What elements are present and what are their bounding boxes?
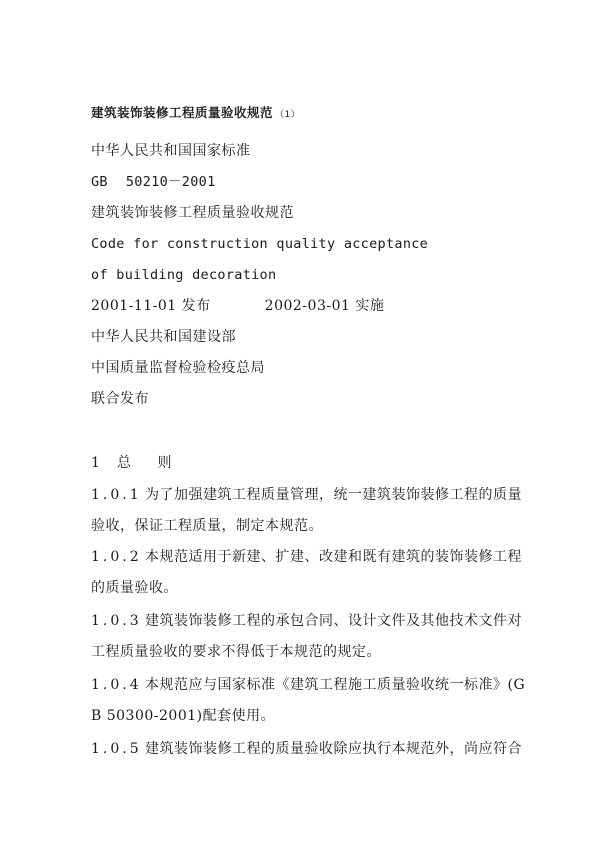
clause-number: 1.0.4 <box>91 677 142 693</box>
dates-line <box>91 297 384 315</box>
clause-line <box>91 676 525 694</box>
clause-text: 本规范应与国家标准《建筑工程施工质量验收统一标准》(G <box>145 677 526 693</box>
title-english-line-2: of building decoration <box>91 267 277 283</box>
joint-issue-label: 联合发布 <box>91 391 149 407</box>
standard-number <box>91 173 216 191</box>
clause-number: 1.0.5 <box>91 741 142 757</box>
clause-line: 的质量验收。 <box>91 580 178 596</box>
clause-line: 工程质量验收的要求不得低于本规范的规定。 <box>91 644 381 660</box>
clause-line: B 50300-2001)配套使用。 <box>91 708 276 724</box>
issuer-ministry: 中华人民共和国建设部 <box>91 329 236 345</box>
gb-prefix: GB <box>91 174 108 190</box>
clause-number: 1.0.1 <box>91 487 142 503</box>
clause-text: 建筑装饰装修工程的质量验收除应执行本规范外，尚应符合 <box>145 741 522 757</box>
clause-line <box>91 612 522 630</box>
clause-text: 本规范适用于新建、扩建、改建和既有建筑的装饰装修工程 <box>145 549 522 565</box>
effective-date: 2002-03-01 实施 <box>264 298 385 314</box>
issue-date: 2001-11-01 发布 <box>91 298 211 314</box>
clause-line <box>91 740 522 758</box>
heading-suffix: （1） <box>275 110 301 120</box>
title-english-line-1: Code for construction quality acceptance <box>91 236 429 252</box>
title-chinese: 建筑装饰装修工程质量验收规范 <box>91 205 294 221</box>
clause-number: 1.0.2 <box>91 549 142 565</box>
section-title-part-b: 则 <box>157 455 172 471</box>
heading-text: 建筑装饰装修工程质量验收规范 <box>91 105 274 120</box>
gb-number: 50210－2001 <box>125 174 216 190</box>
issuer-quality-bureau: 中国质量监督检验检疫总局 <box>91 360 265 376</box>
clause-number: 1.0.3 <box>91 613 142 629</box>
clause-text: 建筑装饰装修工程的承包合同、设计文件及其他技术文件对 <box>145 613 522 629</box>
section-number: 1 <box>91 455 101 471</box>
section-heading <box>91 454 172 472</box>
clause-text: 为了加强建筑工程质量管理，统一建筑装饰装修工程的质量 <box>145 487 522 503</box>
section-title-part-a: 总 <box>117 455 132 471</box>
clause-line <box>91 548 522 566</box>
clause-line <box>91 486 522 504</box>
country-standard-label: 中华人民共和国国家标准 <box>91 143 251 159</box>
document-heading <box>91 104 300 124</box>
clause-line: 验收，保证工程质量，制定本规范。 <box>91 518 323 534</box>
